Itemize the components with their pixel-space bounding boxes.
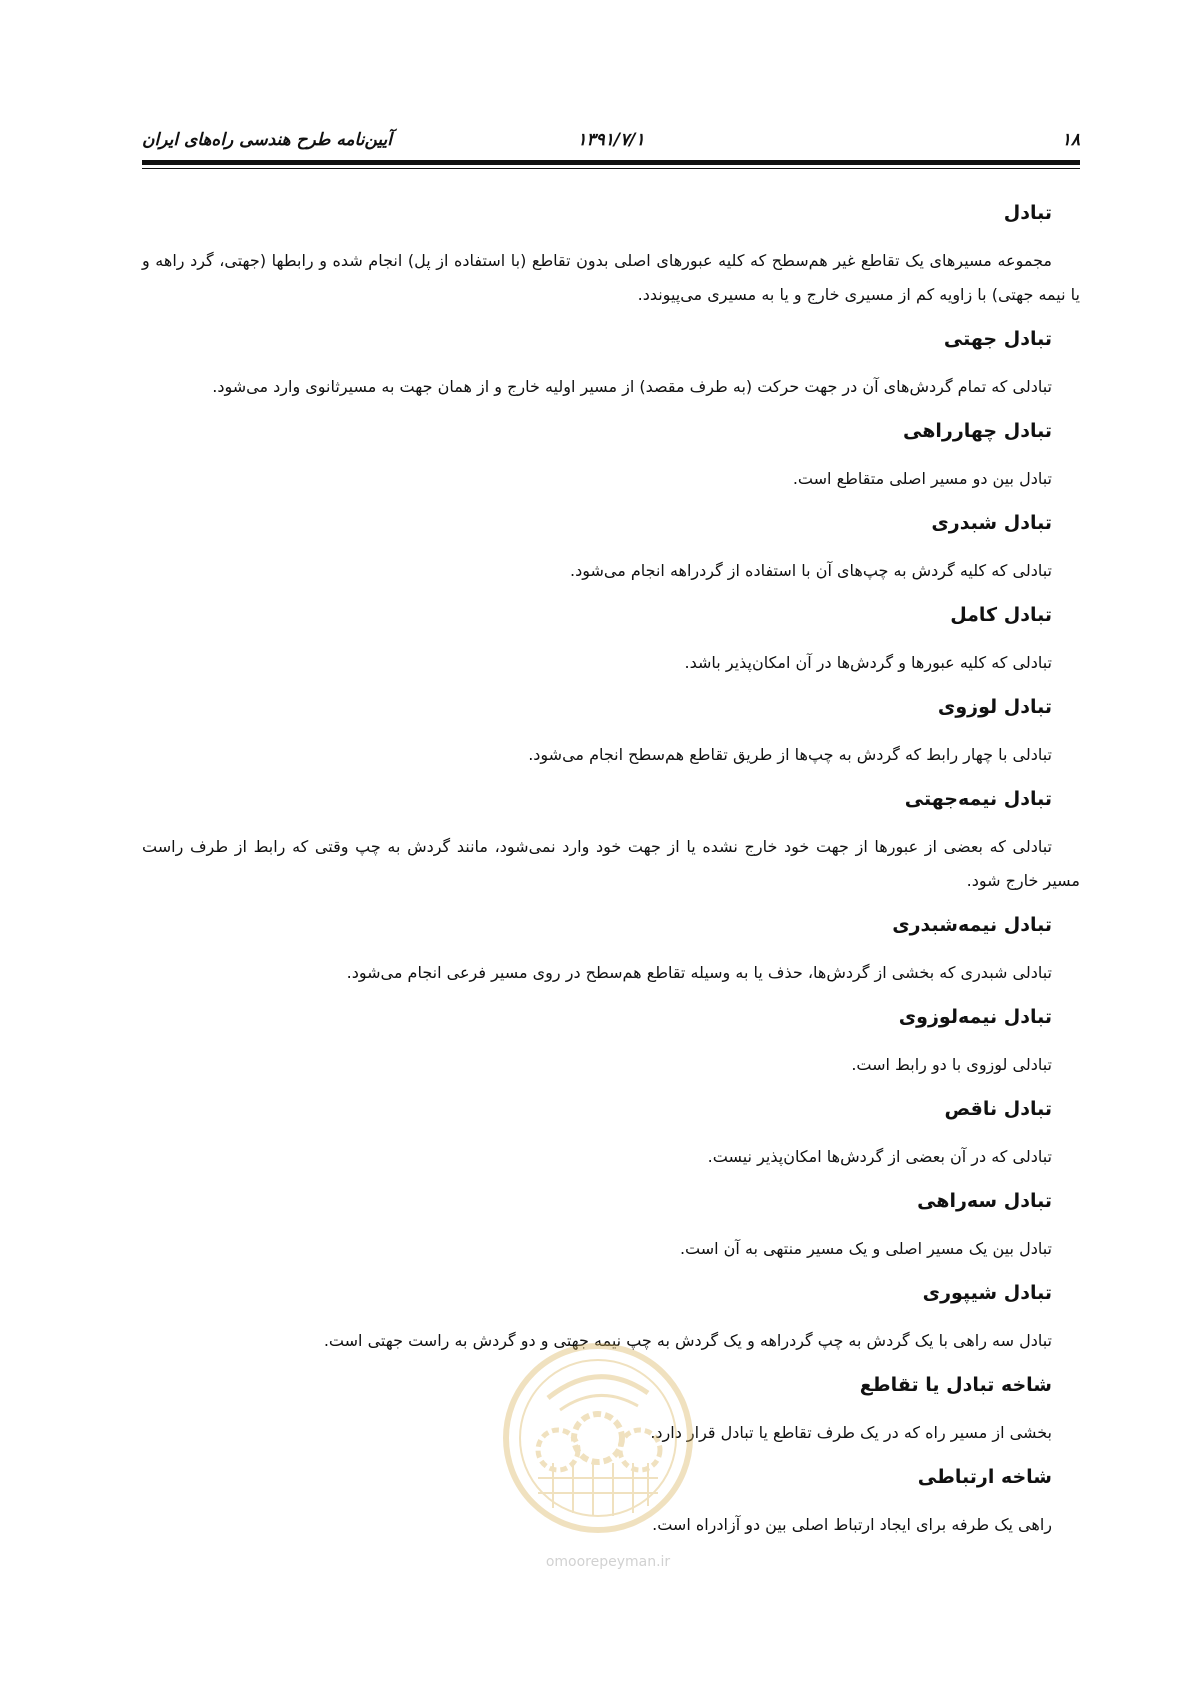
glossary-entry bbox=[142, 1186, 1080, 1266]
term-heading: شاخه تبادل یا تقاطع bbox=[859, 1374, 1052, 1396]
header-rule-thick bbox=[142, 160, 1080, 165]
page-number: ۱۸ bbox=[1061, 130, 1080, 150]
term-heading: تبادل ناقص bbox=[944, 1098, 1052, 1120]
glossary-entry bbox=[142, 198, 1080, 312]
term-definition: تبادلی شبدری که بخشی از گردش‌ها، حذف یا به وسیله تقاطع هم‌سطح در روی مسیر فرعی انجام می‌شود. bbox=[346, 963, 1052, 982]
term-definition: تبادل سه راهی با یک گردش به چپ گردراهه و یک گردش به چپ نیمه جهتی و دو گردش به راست جهتی است. bbox=[323, 1331, 1052, 1350]
term-definition: تبادلی با چهار رابط که گردش به چپ‌ها از طریق تقاطع هم‌سطح انجام می‌شود. bbox=[528, 745, 1052, 764]
term-definition: تبادلی که کلیه گردش به چپ‌های آن با استفاده از گردراهه انجام می‌شود. bbox=[569, 561, 1052, 580]
glossary-entry bbox=[142, 1002, 1080, 1082]
term-definition: تبادلی که بعضی از عبورها از جهت خود خارج نشده یا از جهت خود وارد نمی‌شود، مانند گردش به چپ وقتی که رابط از طرف راست مسیر خارج شود. bbox=[142, 837, 1080, 890]
glossary-entry bbox=[142, 910, 1080, 990]
term-definition: راهی یک طرفه برای ایجاد ارتباط اصلی بین دو آزادراه است. bbox=[652, 1515, 1052, 1534]
term-heading: تبادل جهتی bbox=[943, 328, 1052, 350]
term-heading: تبادل لوزوی bbox=[937, 696, 1052, 718]
glossary-entry bbox=[142, 692, 1080, 772]
term-definition: مجموعه مسیرهای یک تقاطع غیر هم‌سطح که کلیه عبورهای اصلی بدون تقاطع (با استفاده از پل) انجام شده و رابطها (جهتی، گرد راهه و یا نیمه جهتی) با زاویه کم از مسیری خارج و یا به مسیری می‌پیوندد. bbox=[142, 251, 1080, 304]
glossary-content bbox=[142, 198, 1080, 1554]
term-heading: تبادل سه‌راهی bbox=[917, 1190, 1052, 1212]
term-heading: تبادل چهارراهی bbox=[902, 420, 1052, 442]
page-header bbox=[142, 128, 1080, 158]
glossary-entry bbox=[142, 600, 1080, 680]
term-definition: تبادل بین دو مسیر اصلی متقاطع است. bbox=[792, 469, 1052, 488]
term-heading: شاخه ارتباطی bbox=[917, 1466, 1052, 1488]
term-heading: تبادل کامل bbox=[950, 604, 1052, 626]
header-rule-thin bbox=[142, 168, 1080, 169]
term-heading: تبادل bbox=[1003, 202, 1052, 224]
glossary-entry bbox=[142, 1278, 1080, 1358]
term-definition: تبادلی که تمام گردش‌های آن در جهت حرکت (به طرف مقصد) از مسیر اولیه خارج و از همان جهت به مسیرثانوی وارد می‌شود. bbox=[212, 377, 1052, 396]
term-definition: تبادلی که کلیه عبورها و گردش‌ها در آن امکان‌پذیر باشد. bbox=[684, 653, 1052, 672]
header-date: ۱۳۹۱/۷/۱ bbox=[577, 130, 645, 150]
term-definition: تبادل بین یک مسیر اصلی و یک مسیر منتهی به آن است. bbox=[679, 1239, 1052, 1258]
term-heading: تبادل نیمه‌لوزوی bbox=[898, 1006, 1052, 1028]
term-definition: بخشی از مسیر راه که در یک طرف تقاطع یا تبادل قرار دارد. bbox=[650, 1423, 1052, 1442]
glossary-entry bbox=[142, 1462, 1080, 1542]
glossary-entry bbox=[142, 416, 1080, 496]
term-heading: تبادل شبدری bbox=[931, 512, 1052, 534]
glossary-entry bbox=[142, 508, 1080, 588]
glossary-entry bbox=[142, 324, 1080, 404]
glossary-entry bbox=[142, 1094, 1080, 1174]
term-definition: تبادلی که در آن بعضی از گردش‌ها امکان‌پذیر نیست. bbox=[707, 1147, 1052, 1166]
term-heading: تبادل نیمه‌شبدری bbox=[892, 914, 1052, 936]
glossary-entry bbox=[142, 784, 1080, 898]
watermark-url: omoorepeyman.ir bbox=[545, 1554, 671, 1570]
term-definition: تبادلی لوزوی با دو رابط است. bbox=[851, 1055, 1052, 1074]
glossary-entry bbox=[142, 1370, 1080, 1450]
header-title: آیین‌نامه طرح هندسی راه‌های ایران bbox=[142, 130, 392, 150]
term-heading: تبادل نیمه‌جهتی bbox=[904, 788, 1052, 810]
term-heading: تبادل شیپوری bbox=[922, 1282, 1052, 1304]
